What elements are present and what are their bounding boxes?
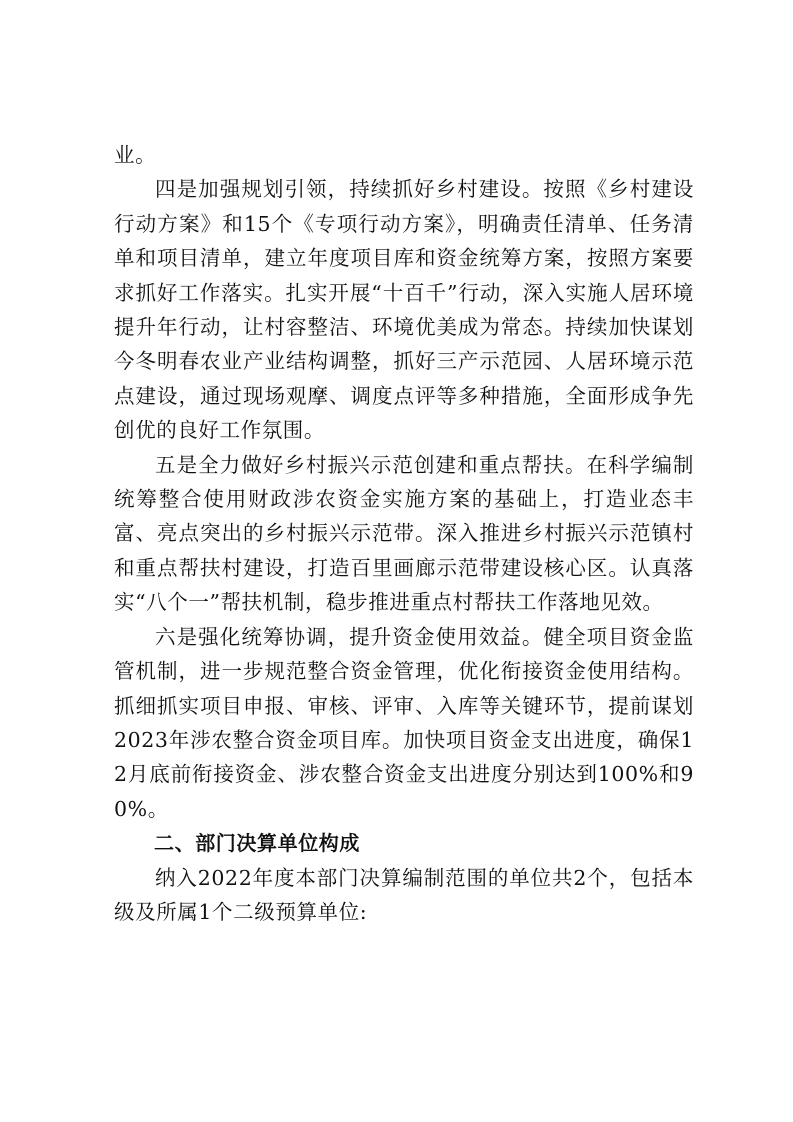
paragraph-demonstration: 五是全力做好乡村振兴示范创建和重点帮扶。在科学编制统筹整合使用财政涉农资金实施方案的基础上，打造业态丰富、亮点突出的乡村振兴示范带。深入推进乡村振兴示范镇村和重点帮扶村建设，打造百里画廊示范带建设核心区。认真落实“八个一”帮扶机制，稳步推进重点村帮扶工作落地见效。 (114, 452, 694, 615)
section-heading: 二、部门决算单位构成 (154, 831, 360, 856)
document-body (114, 138, 694, 929)
continuation-text: 业。 (114, 143, 157, 167)
paragraph-coordination: 六是强化统筹协调，提升资金使用效益。健全项目资金监管机制，进一步规范整合资金管理，优化衔接资金使用结构。抓细抓实项目申报、审核、评审、入库等关键环节，提前谋划2023年涉农整合资金项目库。加快项目资金支出进度，确保12月底前衔接资金、涉农整合资金支出进度分别达到100%和90%。 (114, 624, 694, 821)
paragraph-unit-composition: 纳入2022年度本部门决算编制范围的单位共2个，包括本级及所属1个二级预算单位: (114, 865, 694, 924)
paragraph-planning: 四是加强规划引领，持续抓好乡村建设。按照《乡村建设行动方案》和15个《专项行动方案》，明确责任清单、任务清单和项目清单，建立年度项目库和资金统筹方案，按照方案要求抓好工作落实。扎实开展“十百千”行动，深入实施人居环境提升年行动，让村容整洁、环境优美成为常态。持续加快谋划今冬明春农业产业结构调整，抓好三产示范园、人居环境示范点建设，通过现场观摩、调度点评等多种措施，全面形成争先创优的良好工作氛围。 (114, 177, 694, 443)
